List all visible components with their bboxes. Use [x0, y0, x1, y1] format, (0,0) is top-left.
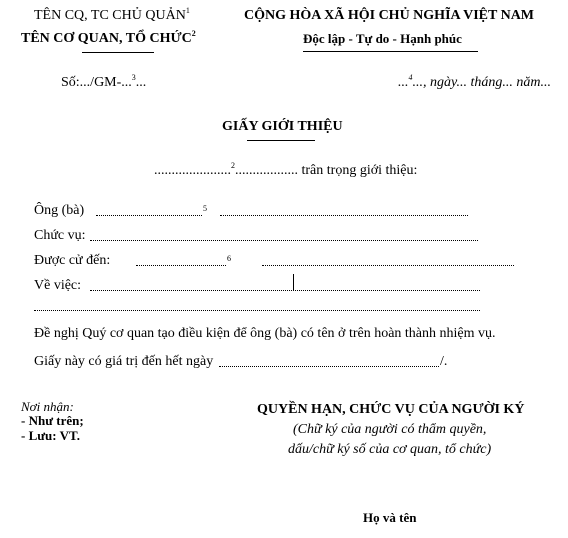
- footnote-marker: 2: [191, 29, 196, 38]
- sent-to-label: Được cử đến:: [34, 253, 111, 268]
- national-title: CỘNG HÒA XÃ HỘI CHỦ NGHĨA VIỆT NAM: [244, 8, 535, 23]
- signature-note: (Chữ ký của người có thẩm quyền,: [293, 422, 487, 437]
- signature-note: dấu/chữ ký số của cơ quan, tổ chức): [288, 442, 492, 457]
- name-label: [34, 204, 84, 218]
- name-blank[interactable]: [96, 215, 202, 216]
- motto-underline: [303, 51, 478, 52]
- regarding-blank-line2[interactable]: [34, 310, 480, 311]
- recipients-label: Nơi nhận:: [21, 399, 74, 414]
- position-blank[interactable]: [90, 240, 478, 241]
- document-number: [61, 73, 147, 90]
- request-text: Đề nghị Quý cơ quan tạo điều kiện để ông (bà) có tên ở trên hoàn thành nhiệm vụ.: [34, 326, 496, 341]
- document-date: [398, 73, 551, 90]
- regarding-blank[interactable]: [90, 290, 480, 291]
- validity-suffix: /.: [440, 354, 448, 369]
- recipient-item: - Như trên;: [21, 413, 84, 428]
- sent-to-blank[interactable]: [136, 265, 226, 266]
- recipient-item: - Lưu: VT.: [21, 428, 80, 443]
- footnote-marker: 5: [203, 204, 207, 213]
- title-underline: [247, 140, 315, 141]
- parent-agency-text: TÊN CQ, TC CHỦ QUẢN: [34, 8, 186, 23]
- introduction-text: trân trọng giới thiệu:: [301, 163, 418, 178]
- introduction-line: [154, 161, 418, 178]
- document-number-prefix: Số:.../GM-...: [61, 75, 132, 90]
- signer-authority: QUYỀN HẠN, CHỨC VỤ CỦA NGƯỜI KÝ: [257, 402, 525, 417]
- footnote-marker: 6: [227, 254, 231, 263]
- regarding-label: Về việc:: [34, 278, 82, 293]
- agency-name-text: TÊN CƠ QUAN, TỔ CHỨC: [21, 31, 192, 46]
- name-label-text: Ông (bà): [34, 203, 85, 218]
- introduction-blank: ......................: [154, 163, 231, 178]
- footnote-marker: 4: [408, 73, 413, 82]
- text-cursor: [293, 274, 294, 291]
- footnote-marker: 2: [231, 161, 235, 170]
- signer-name: Họ và tên: [363, 510, 417, 525]
- validity-label: Giấy này có giá trị đến hết ngày: [34, 354, 214, 369]
- agency-name: [21, 29, 196, 46]
- footnote-marker: 3: [131, 73, 136, 82]
- parent-agency-label: [34, 6, 190, 23]
- footnote-marker: 1: [185, 6, 190, 15]
- position-label: Chức vụ:: [34, 228, 86, 243]
- validity-blank[interactable]: [219, 366, 439, 367]
- agency-underline: [82, 52, 154, 53]
- document-number-suffix: ...: [135, 75, 147, 90]
- document-title: GIẤY GIỚI THIỆU: [222, 119, 343, 134]
- national-motto: Độc lập - Tự do - Hạnh phúc: [303, 31, 462, 46]
- name-blank-extended[interactable]: [220, 215, 468, 216]
- introduction-blank: ..................: [235, 163, 298, 178]
- sent-to-blank-extended[interactable]: [262, 265, 514, 266]
- document-date-prefix: ...: [398, 75, 409, 90]
- document-date-text: ..., ngày... tháng... năm...: [412, 75, 551, 90]
